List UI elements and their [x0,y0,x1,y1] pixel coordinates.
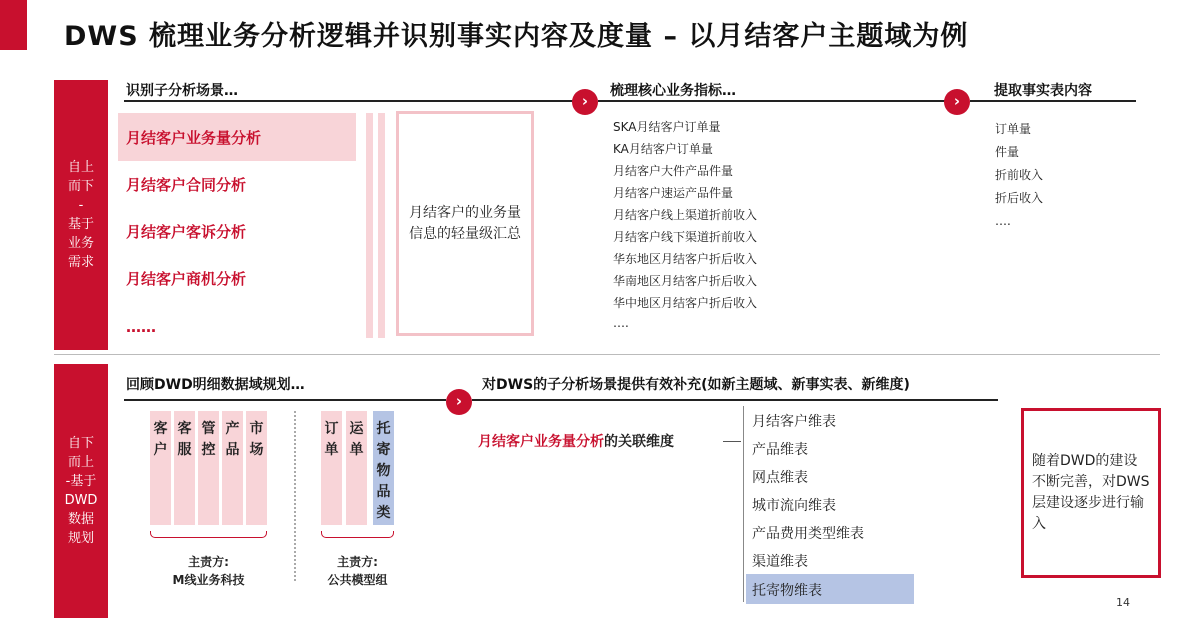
relation-label [478,431,674,451]
domain-column: 订单 [321,411,342,525]
fact-item: …. [995,214,1011,228]
metric-item: 月结客户线下渠道折前收入 [613,230,758,244]
relation-suffix: 的关联维度 [604,434,674,450]
scene-item: 月结客户客诉分析 [126,223,247,241]
bracket-bar [366,113,373,338]
dimension-item: 产品维表 [752,442,808,458]
title-accent-bar [0,0,27,50]
dimension-item: 城市流向维表 [752,498,836,514]
top-side-label [54,80,108,350]
domain-column: 市场 [246,411,267,525]
page-title: DWS 梳理业务分析逻辑并识别事实内容及度量 – 以月结客户主题域为例 [64,21,969,52]
relation-connector [723,441,741,442]
owner-bracket [150,531,267,538]
bottom-line-1 [124,399,446,401]
bottom-side-label [54,364,108,618]
metric-item: 华南地区月结客户折后收入 [613,274,758,288]
top-line-1 [124,100,574,102]
metric-item: 月结客户速运产品件量 [613,186,734,200]
side-label-line: 业务 [67,236,94,251]
top-step2-header: 梳理核心业务指标… [610,83,736,99]
top-step3-header: 提取事实表内容 [994,83,1092,99]
section-divider [54,354,1160,355]
dimension-bracket-line [743,406,744,602]
dimension-item: 托寄物维表 [752,583,822,599]
domain-column: 客户 [150,411,171,525]
owner-bracket [321,531,394,538]
note-text: 随着DWD的建设不断完善，对DWS层建设逐步进行输入 [1032,453,1150,532]
chevron-right-icon: › [446,389,472,415]
metric-item: SKA月结客户订单量 [613,120,721,134]
metric-item: 华东地区月结客户折后收入 [613,252,758,266]
dotted-separator [294,411,296,581]
owner-m-label: 主责方: [188,555,229,569]
side-label-line: 而上 [67,455,94,470]
bracket-bar [378,113,385,338]
owner-public-label: 主责方: [337,555,378,569]
dimension-item: 产品费用类型维表 [752,526,864,542]
top-line-3 [970,100,1136,102]
dimension-item: 月结客户维表 [752,414,836,430]
metric-item: 月结客户大件产品件量 [613,164,734,178]
side-label-line: DWD [64,493,98,508]
side-label-line: 规划 [67,531,94,546]
relation-scene: 月结客户业务量分析 [478,434,604,450]
domain-column: 运单 [346,411,367,525]
chevron-right-icon: › [944,89,970,115]
side-label-line: -基于 [65,474,97,489]
side-label-line: 自上 [67,160,94,175]
scene-item: 月结客户商机分析 [126,270,247,288]
side-label-line: 基于 [67,217,94,232]
domain-column: 管控 [198,411,219,525]
page-number: 14 [1116,596,1130,609]
top-line-2 [598,100,946,102]
dimension-item: 渠道维表 [752,554,808,570]
side-label-line: 而下 [67,179,94,194]
side-label-line: - [78,198,84,213]
fact-item: 件量 [995,145,1020,159]
metric-item: KA月结客户订单量 [613,142,713,156]
bottom-step1-header: 回顾DWD明细数据域规划… [126,377,305,393]
summary-box [396,111,534,336]
fact-item: 折后收入 [995,191,1044,205]
fact-item: 折前收入 [995,168,1044,182]
bottom-step2-header: 对DWS的子分析场景提供有效补充(如新主题域、新事实表、新维度) [482,377,910,393]
scene-item: …… [126,318,156,336]
metric-item: 月结客户线上渠道折前收入 [613,208,758,222]
domain-column: 客服 [174,411,195,525]
summary-text: 月结客户的业务量信息的轻量级汇总 [409,204,521,242]
top-step1-header: 识别子分析场景… [126,83,238,99]
domain-column: 产品 [222,411,243,525]
metric-item: 华中地区月结客户折后收入 [613,296,758,310]
fact-item: 订单量 [995,122,1032,136]
scene-item: 月结客户业务量分析 [126,129,262,147]
side-label-line: 数据 [67,512,94,527]
metric-item: …. [613,316,629,330]
owner-public: 公共模型组 [327,573,388,587]
note-box [1021,408,1161,578]
scene-item: 月结客户合同分析 [126,176,247,194]
domain-column-highlight: 托寄物品类 [373,411,394,525]
bottom-line-2 [472,399,998,401]
side-label-line: 需求 [67,255,94,270]
chevron-right-icon: › [572,89,598,115]
side-label-line: 自下 [67,436,94,451]
dimension-item: 网点维表 [752,470,808,486]
owner-m: M线业务科技 [172,573,245,587]
